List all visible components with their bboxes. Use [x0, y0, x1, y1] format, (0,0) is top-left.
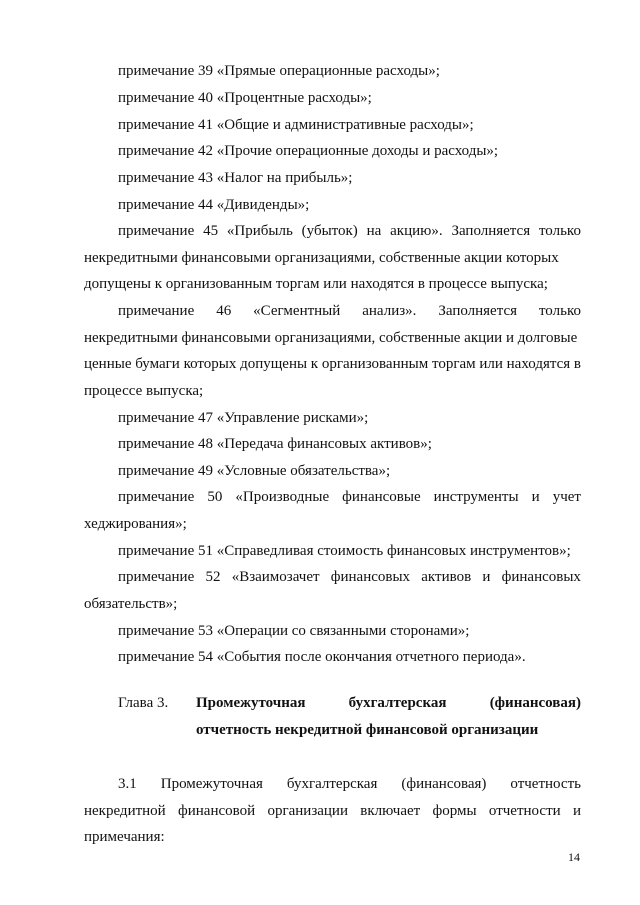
note-44: примечание 44 «Дивиденды»; — [118, 197, 310, 213]
word: некредитной — [84, 803, 166, 819]
word: «Производные — [235, 489, 330, 505]
word: учет — [552, 489, 581, 505]
word: бухгалтерская — [286, 776, 378, 792]
word: финансовых — [330, 569, 411, 585]
section-3-1-line-2 — [84, 802, 581, 820]
word: на — [366, 223, 382, 239]
note-45-line-1 — [118, 222, 581, 240]
section-number: 3.1 — [118, 776, 137, 792]
note-51: примечание 51 «Справедливая стоимость финансовых инструментов»; — [118, 543, 571, 559]
word: только — [538, 223, 581, 239]
note-46-line-3: ценные бумаги которых допущены к организованным торгам или находятся в — [84, 356, 581, 372]
note-42: примечание 42 «Прочие операционные доходы и расходы»; — [118, 143, 499, 159]
section-3-1-line-1 — [118, 775, 581, 793]
word: 52 — [205, 569, 221, 585]
note-43: примечание 43 «Налог на прибыль»; — [118, 170, 353, 186]
chapter-number: Глава 3. — [118, 695, 169, 711]
word: только — [538, 303, 581, 319]
word: финансовые — [342, 489, 421, 505]
word: активов — [421, 569, 472, 585]
word: и — [531, 489, 540, 505]
word: (финансовая) — [401, 776, 487, 792]
chapter-title-line-1 — [196, 694, 581, 712]
word: финансовой — [178, 803, 256, 819]
word: финансовых — [501, 569, 581, 585]
word: инструменты — [433, 489, 519, 505]
note-45-line-3: допущены к организованным торгам или находятся в процессе выпуска; — [84, 276, 548, 292]
note-40: примечание 40 «Процентные расходы»; — [118, 90, 372, 106]
chapter-title-line-2: отчетность некредитной финансовой организации — [196, 722, 539, 738]
word: отчетности — [488, 803, 561, 819]
word: анализ». — [362, 303, 417, 319]
word: Промежуточная — [160, 776, 263, 792]
page-number: 14 — [568, 850, 580, 864]
word: «Сегментный — [253, 303, 341, 319]
note-52-line-2: обязательств»; — [84, 596, 178, 612]
word: отчетность — [510, 776, 581, 792]
note-50-line-1 — [118, 488, 581, 506]
word: включает — [360, 803, 421, 819]
word: 50 — [207, 489, 223, 505]
word: и — [482, 569, 491, 585]
note-53: примечание 53 «Операции со связанными сторонами»; — [118, 623, 470, 639]
note-41: примечание 41 «Общие и административные расходы»; — [118, 117, 474, 133]
word: и — [572, 803, 581, 819]
word: 45 — [203, 223, 219, 239]
note-49: примечание 49 «Условные обязательства»; — [118, 463, 391, 479]
word: (финансовая) — [489, 695, 581, 711]
note-54: примечание 54 «События после окончания отчетного периода». — [118, 649, 526, 665]
word: Заполняется — [438, 303, 518, 319]
note-45-line-2: некредитными финансовыми организациями, собственные акции которых — [84, 250, 559, 266]
word: Заполняется — [451, 223, 531, 239]
word: формы — [432, 803, 477, 819]
note-39: примечание 39 «Прямые операционные расходы»; — [118, 63, 440, 79]
word: бухгалтерская — [348, 695, 447, 711]
word: 46 — [216, 303, 232, 319]
note-52-line-1 — [118, 568, 581, 586]
note-46-line-4: процессе выпуска; — [84, 383, 204, 399]
section-3-1-line-3: примечания: — [84, 829, 165, 845]
word: организации — [267, 803, 348, 819]
note-46-line-1 — [118, 302, 581, 320]
word: примечание — [118, 489, 195, 505]
word: (убыток) — [301, 223, 358, 239]
note-48: примечание 48 «Передача финансовых активов»; — [118, 436, 432, 452]
note-47: примечание 47 «Управление рисками»; — [118, 410, 369, 426]
word: «Прибыль — [226, 223, 293, 239]
word: примечание — [118, 223, 195, 239]
word: примечание — [118, 569, 195, 585]
word: Промежуточная — [196, 695, 306, 711]
word: «Взаимозачет — [231, 569, 320, 585]
word: примечание — [118, 303, 195, 319]
word: акцию». — [390, 223, 443, 239]
note-50-line-2: хеджирования»; — [84, 516, 187, 532]
note-46-line-2: некредитными финансовыми организациями, собственные акции и долговые — [84, 330, 578, 346]
